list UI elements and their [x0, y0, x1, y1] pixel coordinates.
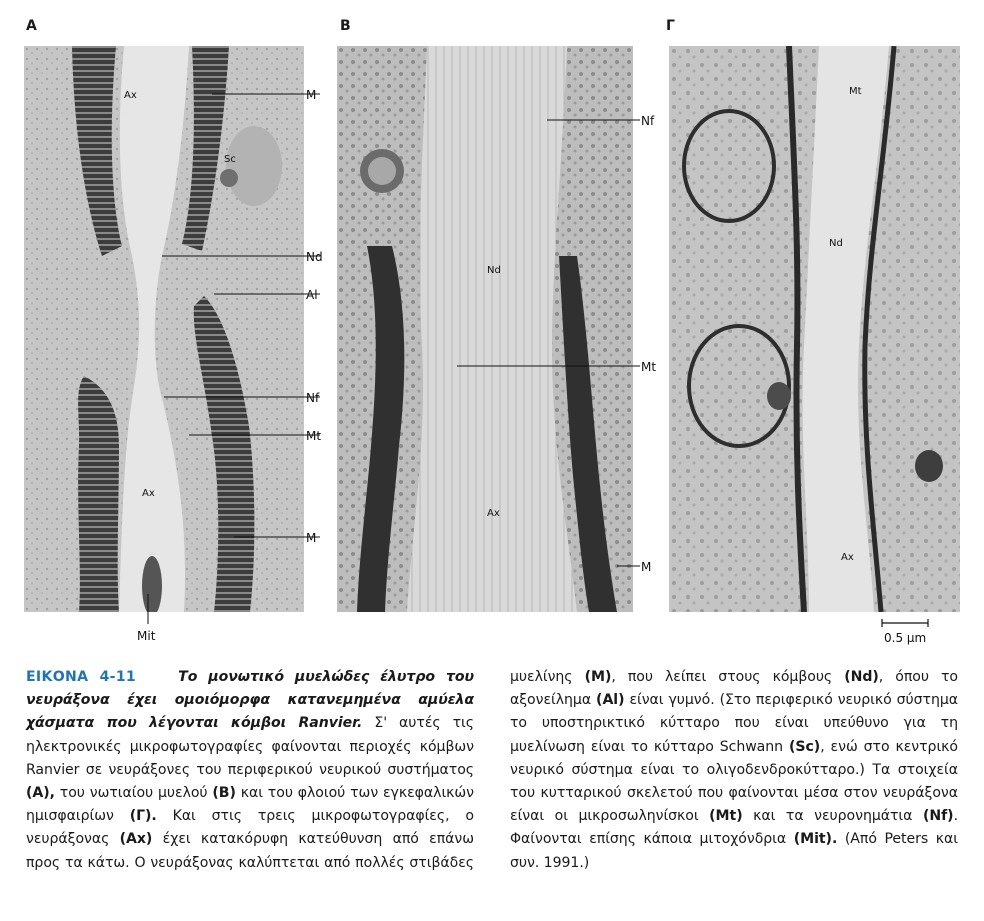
- label-ax-top: Ax: [124, 90, 137, 101]
- label-b-m: M: [641, 560, 652, 574]
- caption-ref: (Nd): [844, 669, 879, 685]
- caption-ref: (Mt): [709, 808, 743, 825]
- caption-ref: (Ax): [119, 831, 153, 848]
- caption-text: είναι γυμνό. (Στο περιφερικό νευρικό σύστημα το υποστηρικτικό κύτταρο που είναι υπεύθυνο για τη μυελίνωση είναι το κύτταρο Schwann: [510, 692, 958, 755]
- caption-text: Σ' αυτές τις ηλεκτρονικές μικροφωτογραφίες φαίνονται περιοχές κόμβων Ranvier σε νευράξονες του περιφερικού νευρικού συστήματος: [26, 715, 474, 778]
- figure-title: Το μονωτικό μυελώδες έλυτρο του νευράξονα έχει ομοιόμορφα κατανεμημένα αμύελα χάσματα που λέγονται κόμβοι Ranvier.: [26, 669, 474, 732]
- micrograph-b: [337, 46, 633, 612]
- caption-ref: (Mit).: [793, 831, 838, 848]
- label-c-mt: Mt: [849, 86, 862, 97]
- caption-ref: (Al): [596, 692, 625, 709]
- figure-number: ΕΙΚΟΝΑ 4-11: [26, 669, 137, 685]
- caption-ref: (B): [212, 785, 236, 802]
- scale-bar: [870, 616, 960, 646]
- label-ax-bottom: Ax: [142, 488, 155, 499]
- label-b-nd: Nd: [487, 265, 501, 276]
- label-c-ax: Ax: [841, 552, 854, 563]
- caption-ref: (A),: [26, 785, 55, 802]
- label-b-ax: Ax: [487, 508, 500, 519]
- label-a-mt: Mt: [306, 429, 322, 443]
- caption-text: , ενώ στο κεντρικό νευρικό σύστημα είναι το ολιγοδενδροκύτταρο.) Τα στοιχεία του κυτταρικού σκελετού που φαίνονται μέσα στον νευράξονα είναι οι μικροσωληνίσκοι: [510, 738, 959, 825]
- caption-ref: (Nf): [922, 808, 954, 825]
- label-a-m-bottom: M: [306, 531, 317, 545]
- micrograph-c-image: [669, 46, 960, 612]
- caption-text: έχει κατακόρυφη κατεύθυνση από επάνω προς τα κάτω. Ο νευράξονας καλύπτεται από πολλές στιβάδες μυελίνης: [26, 669, 585, 871]
- label-b-nf: Nf: [641, 114, 655, 128]
- micrograph-c: [669, 46, 960, 612]
- label-a-m-top: M: [306, 88, 317, 102]
- label-c-nd: Nd: [829, 238, 843, 249]
- label-sc: Sc: [224, 154, 236, 165]
- micrograph-b-image: [337, 46, 633, 612]
- caption-ref: (M): [584, 669, 612, 685]
- label-a-nf: Nf: [306, 391, 320, 405]
- caption-ref: (Γ).: [129, 808, 157, 825]
- caption-text: και τα νευρονημάτια: [742, 808, 923, 825]
- label-a-mit: Mit: [137, 629, 156, 643]
- caption-text: Και στις τρεις μικροφωτογραφίες, ο νευράξονας: [26, 808, 474, 848]
- scale-bar-label: 0.5 μm: [884, 631, 927, 645]
- caption-text: , όπου το αξονείλημα: [510, 669, 958, 709]
- caption-text: . Φαίνονται επίσης κάποια μιτοχόνδρια: [510, 808, 958, 848]
- panel-c-letter: Γ: [666, 18, 675, 34]
- label-a-nd: Nd: [306, 250, 323, 264]
- micrograph-a-image: [24, 46, 304, 612]
- panel-a-letter: A: [26, 18, 37, 34]
- micrograph-a: [24, 46, 304, 612]
- panel-b-letter: B: [340, 18, 351, 34]
- label-a-al: Al: [306, 288, 318, 302]
- label-b-mt: Mt: [641, 360, 657, 374]
- caption-text: (Από Peters και συν. 1991.): [510, 831, 958, 871]
- caption-text: του νωτιαίου μυελού: [54, 785, 213, 802]
- caption-text: και του φλοιού των εγκεφαλικών ημισφαιρίων: [26, 785, 474, 825]
- caption-text: , που λείπει στους κόμβους: [611, 669, 845, 685]
- caption-ref: (Sc): [788, 738, 821, 755]
- caption-left: [26, 666, 958, 896]
